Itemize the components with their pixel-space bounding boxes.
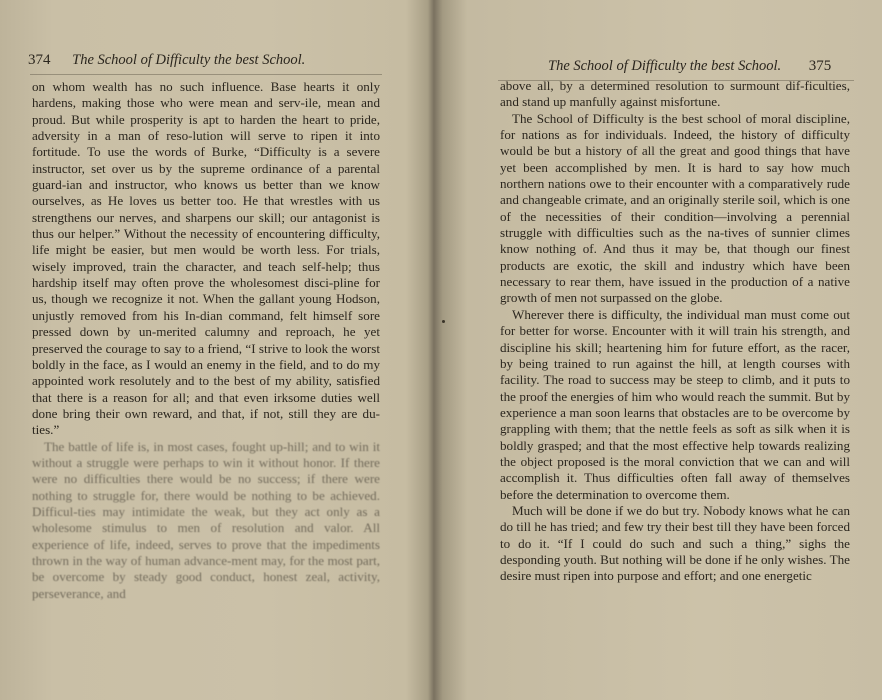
- right-running-title: The School of Difficulty the best School.: [548, 58, 782, 74]
- right-paragraph-4: Much will be done if we do but try. Nobody knows what he can do till he has tried; and few try their best till they have been forced to do it. “If I could do such and such a thing,” sighs the desponding youth. But nothing will be done if he only wishes. The desire must ripen into purpose and effort; and one energetic: [500, 502, 850, 584]
- left-running-title: The School of Difficulty the best School.: [72, 52, 306, 68]
- left-header-rule: [30, 74, 382, 75]
- left-page-text: [32, 79, 380, 602]
- right-page: [436, 0, 882, 700]
- right-page-header: [548, 58, 873, 75]
- paper-speck: [442, 320, 445, 323]
- left-paragraph-2: The battle of life is, in most cases, fought up-hill; and to win it without a struggle were perhaps to win it without honor. If there were no difficulties there would be no success; if there were nothing to struggle for, there would be nothing to be achieved. Difficul-ties may intimidate the weak, but they act only as a wholesome stimulus to men of resolution and valor. All experience of life, indeed, serves to prove that the impediments thrown in the way of human advance-ment may, for the most part, be overcome by steady good conduct, honest zeal, activity, perseverance, and: [32, 438, 380, 601]
- left-page-header: [28, 52, 418, 69]
- left-page: [0, 0, 430, 700]
- right-paragraph-3: Wherever there is difficulty, the individual man must come out for better for worse. Encounter with it will train his strength, and discipline his skill; heartening him for future effort, as the racer, by being trained to run against the hill, at length courses with facility. The road to success may be steep to climb, and it puts to the proof the energies of him who would reach the summit. But by experience a man soon learns that obstacles are to be overcome by grappling with them; that the nettle feels as soft as silk when it is boldly grasped; and that the most effective help towards realizing the object proposed is the moral conviction that we can and will accomplish it. Thus difficulties often fall away of themselves before the determination to overcome them.: [500, 306, 850, 502]
- right-page-number: 375: [808, 58, 832, 74]
- right-page-text: [500, 78, 850, 585]
- right-paragraph-1: above all, by a determined resolution to surmount dif-ficulties, and stand up manfully against misfortune.: [500, 78, 850, 110]
- left-paragraph-1: on whom wealth has no such influence. Base hearts it only hardens, making those who were mean and serv-ile, mean and proud. But while prosperity is apt to harden the heart to pride, adversity in a man of reso-lution will serve to ripen it into fortitude. To use the words of Burke, “Difficulty is a severe instructor, set over us by the supreme ordinance of a parental guard-ian and instructor, who knows us better than we know ourselves, as He loves us better too. He that wrestles with us strengthens our nerves, and sharpens our skill; our antagonist is thus our helper.” Without the necessity of encountering difficulty, life might be easier, but men would be worth less. For trials, wisely improved, train the character, and teach self-help; thus hardship itself may often prove the wholesomest disci-pline for us, though we recognize it not. When the gallant young Hodson, unjustly removed from his In-dian command, felt himself sore pressed down by un-merited calumny and reproach, he yet preserved the courage to say to a friend, “I strive to look the worst boldly in the face, as I would an enemy in the field, and to do my appointed work resolutely and to the best of my ability, satisfied that there is a reason for all; and that even irksome duties well done bring their own reward, and that, if not, still they are du-ties.”: [32, 79, 380, 438]
- right-paragraph-2: The School of Difficulty is the best school of moral discipline, for nations as for individuals. Indeed, the history of difficulty would be but a history of all the great and good things that have yet been accomplished by men. It is hard to say how much northern nations owe to their encounter with a comparatively rude and changeable crimate, and an originally sterile soil, which is one of the necessities of their condition—involving a perennial struggle with difficulties such as the na-tives of sunnier climes know nothing of. And thus it may be, that though our finest products are exotic, the skill and industry which have been necessary to rear them, have issued in the production of a native growth of men not surpassed on the globe.: [500, 110, 850, 306]
- left-page-number: 374: [28, 52, 51, 68]
